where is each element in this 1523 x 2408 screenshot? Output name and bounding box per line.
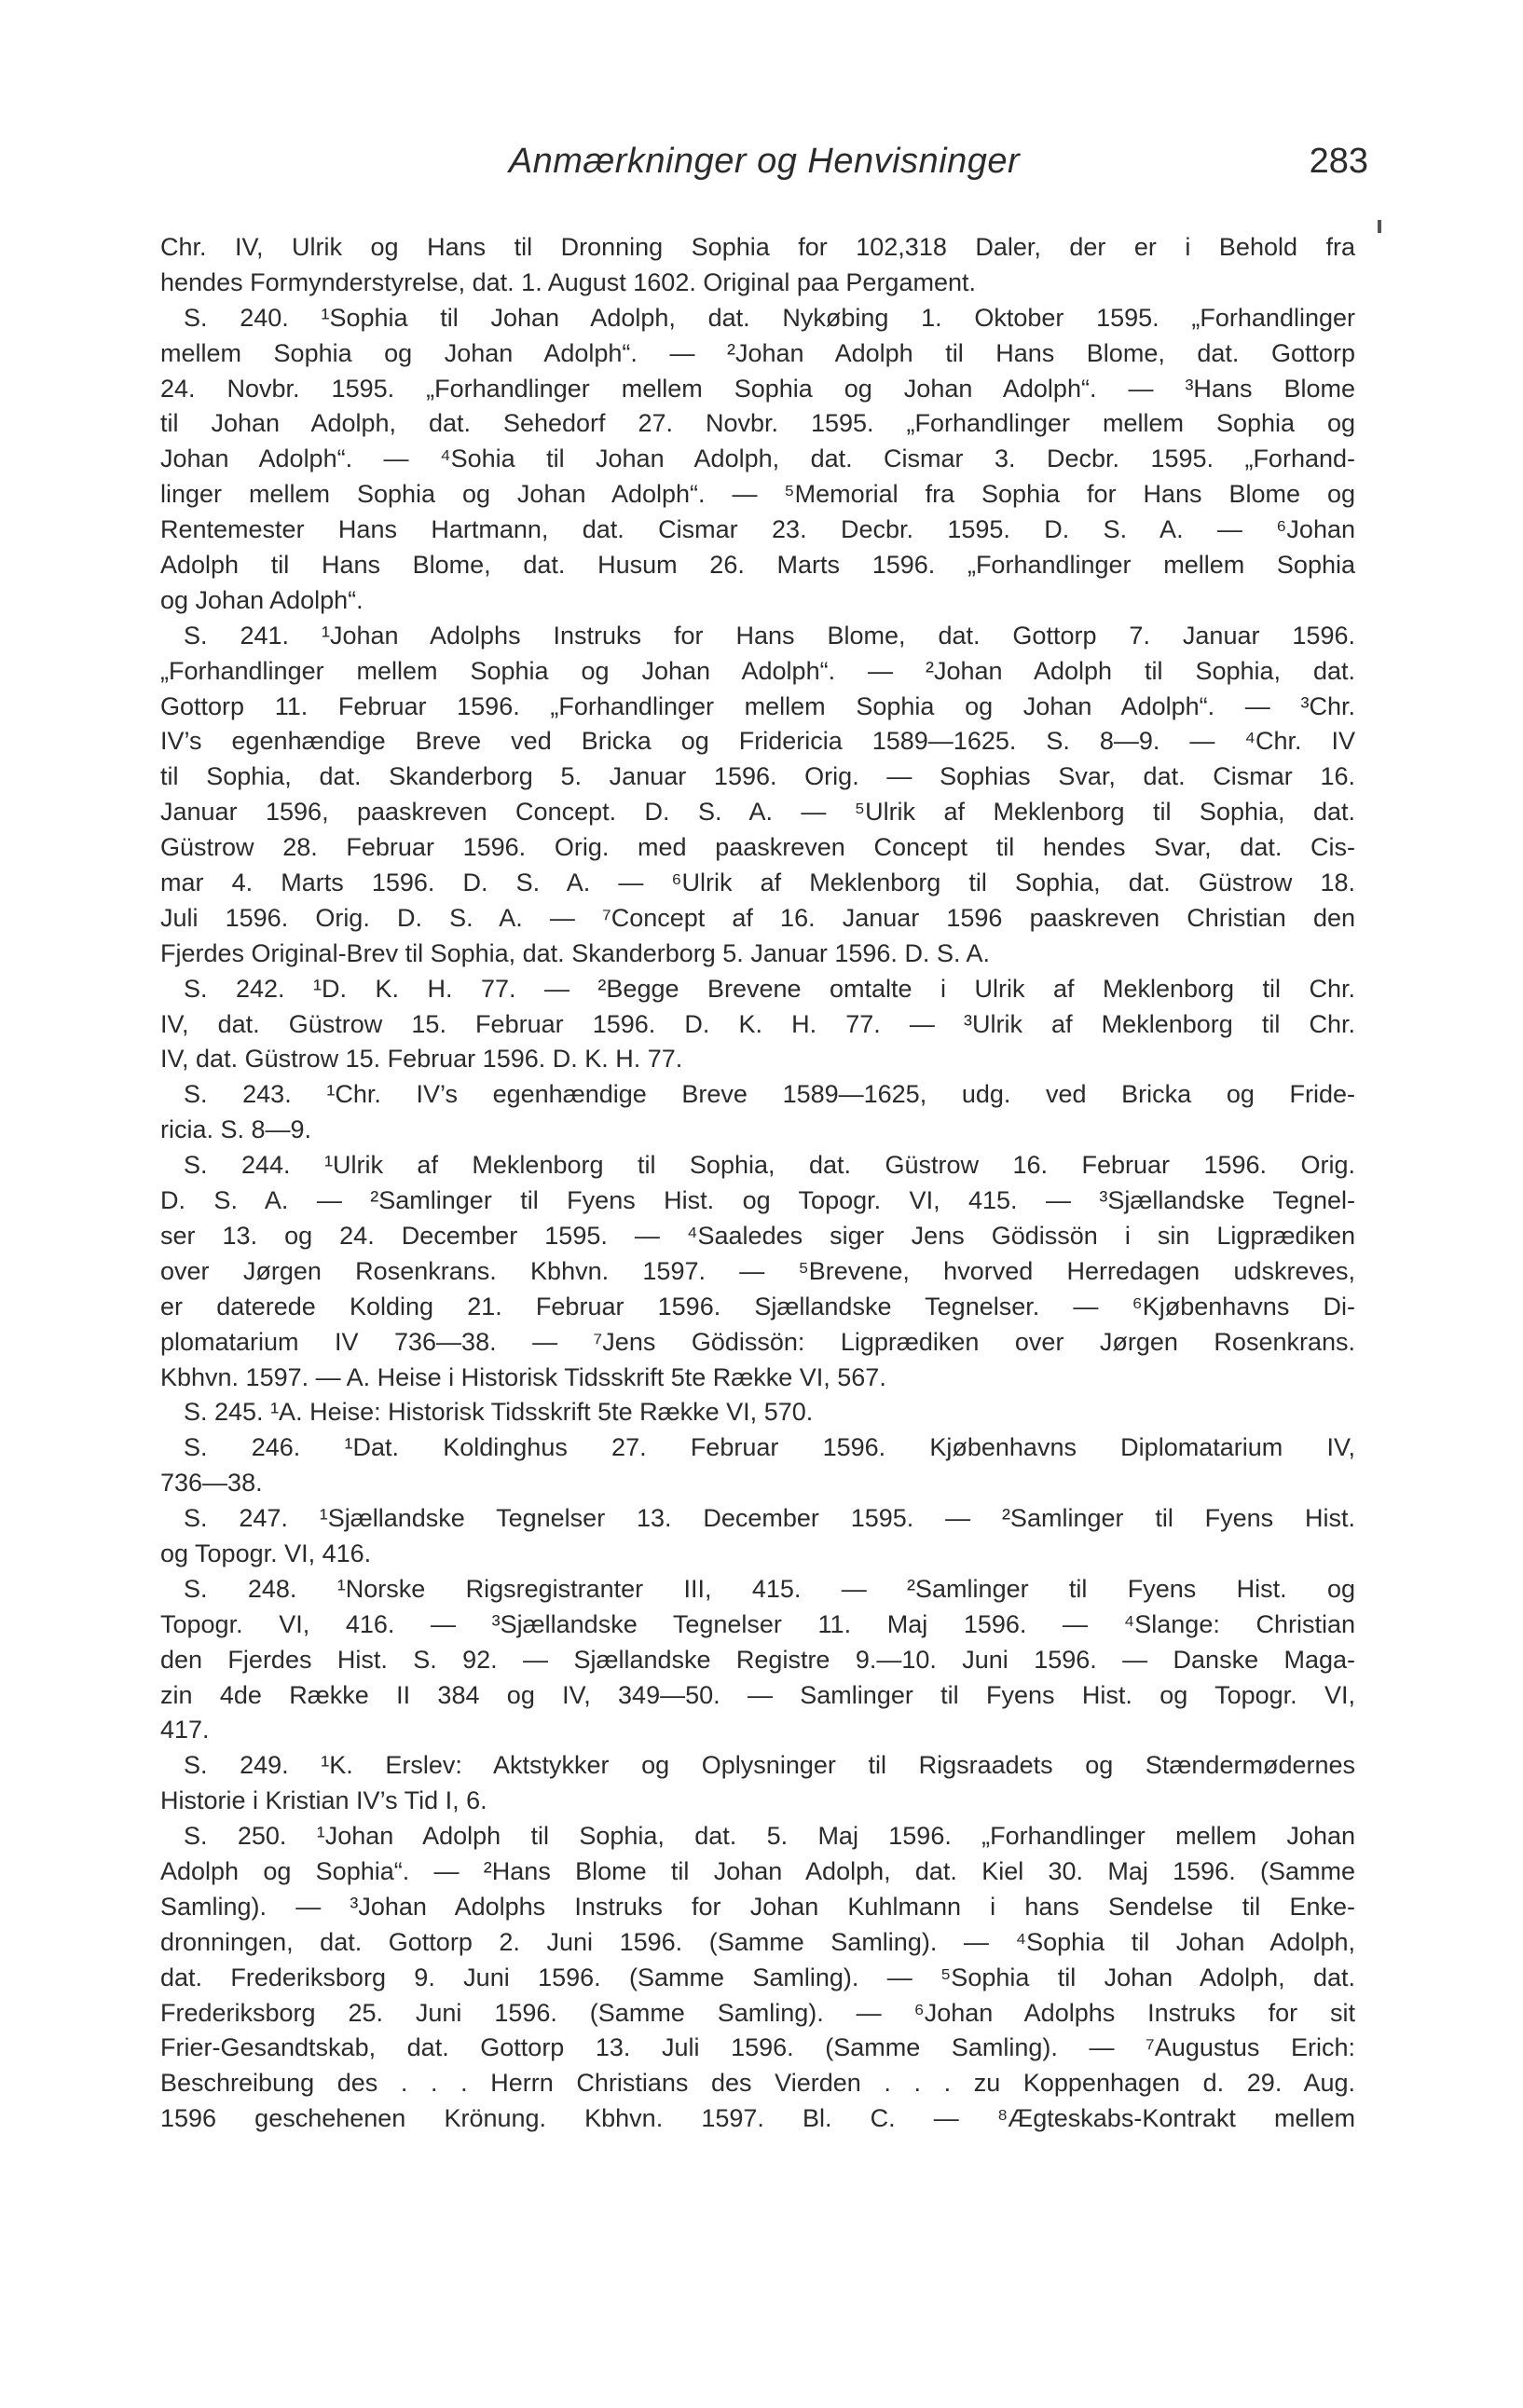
text-line: plomatarium IV 736—38. — ⁷Jens Gödissön: Ligprædiken over Jørgen Rosenkrans. bbox=[160, 1327, 1355, 1356]
text-line: dronningen, dat. Gottorp 2. Juni 1596. (Samme Samling). — ⁴Sophia til Johan Adolph, bbox=[160, 1927, 1355, 1956]
text-line: 1596 geschehenen Krönung. Kbhvn. 1597. Bl. C. — ⁸Ægteskabs-Kontrakt mellem bbox=[160, 2104, 1355, 2133]
text-line: IV, dat. Güstrow 15. Februar 1596. D. K. H. 77. — ³Ulrik af Meklenborg til Chr. bbox=[160, 1009, 1355, 1038]
text-line: S. 242. ¹D. K. H. 77. — ²Begge Brevene omtalte i Ulrik af Meklenborg til Chr. bbox=[184, 974, 1355, 1003]
text-line: 736—38. bbox=[160, 1469, 263, 1498]
running-head-title: Anmærkninger og Henvisninger bbox=[508, 142, 1021, 181]
text-line: Topogr. VI, 416. — ³Sjællandske Tegnelser 11. Maj 1596. — ⁴Slange: Christian bbox=[160, 1609, 1355, 1638]
text-line: Januar 1596, paaskreven Concept. D. S. A. — ⁵Ulrik af Meklenborg til Sophia, dat. bbox=[160, 798, 1355, 827]
text-line: S. 247. ¹Sjællandske Tegnelser 13. December 1595. — ²Samlinger til Fyens Hist. bbox=[184, 1504, 1355, 1533]
text-line: zin 4de Række II 384 og IV, 349—50. — Samlinger til Fyens Hist. og Topogr. VI, bbox=[160, 1680, 1355, 1709]
text-line: IV, dat. Güstrow 15. Februar 1596. D. K. H. 77. bbox=[160, 1045, 683, 1074]
text-line: Historie i Kristian IV’s Tid I, 6. bbox=[160, 1786, 487, 1815]
text-line: dat. Frederiksborg 9. Juni 1596. (Samme Samling). — ⁵Sophia til Johan Adolph, dat. bbox=[160, 1963, 1355, 1991]
text-line: S. 243. ¹Chr. IV’s egenhændige Breve 1589—1625, udg. ved Bricka og Fride- bbox=[184, 1080, 1355, 1109]
text-line: ricia. S. 8—9. bbox=[160, 1115, 312, 1144]
text-line: Adolph og Sophia“. — ²Hans Blome til Johan Adolph, dat. Kiel 30. Maj 1596. (Samme bbox=[160, 1856, 1355, 1885]
text-line: D. S. A. — ²Samlinger til Fyens Hist. og Topogr. VI, 415. — ³Sjællandske Tegnel- bbox=[160, 1186, 1355, 1215]
text-line: S. 250. ¹Johan Adolph til Sophia, dat. 5. Maj 1596. „Forhandlinger mellem Johan bbox=[184, 1822, 1355, 1851]
page-number: 283 bbox=[1309, 142, 1368, 181]
text-line: S. 248. ¹Norske Rigsregistranter III, 415. — ²Samlinger til Fyens Hist. og bbox=[184, 1574, 1355, 1603]
text-line: Juli 1596. Orig. D. S. A. — ⁷Concept af 16. Januar 1596 paaskreven Christian den bbox=[160, 903, 1355, 932]
text-line: Samling). — ³Johan Adolphs Instruks for Johan Kuhlmann i hans Sendelse til Enke- bbox=[160, 1892, 1355, 1921]
text-line: mar 4. Marts 1596. D. S. A. — ⁶Ulrik af Meklenborg til Sophia, dat. Güstrow 18. bbox=[160, 869, 1355, 897]
text-line: Chr. IV, Ulrik og Hans til Dronning Sophia for 102,318 Daler, der er i Behold fra bbox=[160, 233, 1355, 261]
text-line: S. 240. ¹Sophia til Johan Adolph, dat. Nykøbing 1. Oktober 1595. „Forhandlinger bbox=[184, 303, 1355, 332]
margin-mark bbox=[1378, 220, 1381, 233]
text-line: S. 241. ¹Johan Adolphs Instruks for Hans Blome, dat. Gottorp 7. Januar 1596. bbox=[184, 621, 1355, 650]
text-line: Rentemester Hans Hartmann, dat. Cismar 23. Decbr. 1595. D. S. A. — ⁶Johan bbox=[160, 515, 1355, 544]
text-line: hendes Formynderstyrelse, dat. 1. August 1602. Original paa Pergament. bbox=[160, 267, 976, 296]
text-line: Kbhvn. 1597. — A. Heise i Historisk Tidsskrift 5te Række VI, 567. bbox=[160, 1362, 886, 1391]
text-line: Adolph til Hans Blome, dat. Husum 26. Marts 1596. „Forhandlinger mellem Sophia bbox=[160, 551, 1355, 580]
text-line: S. 244. ¹Ulrik af Meklenborg til Sophia, dat. Güstrow 16. Februar 1596. Orig. bbox=[184, 1151, 1355, 1180]
text-line: og Topogr. VI, 416. bbox=[160, 1539, 372, 1567]
text-line: og Johan Adolph“. bbox=[160, 585, 364, 614]
text-line: S. 246. ¹Dat. Koldinghus 27. Februar 1596. Kjøbenhavns Diplomatarium IV, bbox=[184, 1433, 1355, 1462]
text-line: til Johan Adolph, dat. Sehedorf 27. Novbr. 1595. „Forhandlinger mellem Sophia og bbox=[160, 409, 1355, 438]
text-line: Frier-Gesandtskab, dat. Gottorp 13. Juli 1596. (Samme Samling). — ⁷Augustus Erich: bbox=[160, 2033, 1355, 2062]
text-line: ser 13. og 24. December 1595. — ⁴Saaledes siger Jens Gödissön i sin Ligprædiken bbox=[160, 1221, 1355, 1250]
page-header bbox=[160, 142, 1368, 190]
text-line: den Fjerdes Hist. S. 92. — Sjællandske Registre 9.—10. Juni 1596. — Danske Maga- bbox=[160, 1645, 1355, 1674]
notes-body bbox=[160, 230, 1355, 2137]
text-line: IV’s egenhændige Breve ved Bricka og Fridericia 1589—1625. S. 8—9. — ⁴Chr. IV bbox=[160, 727, 1355, 756]
text-line: „Forhandlinger mellem Sophia og Johan Adolph“. — ²Johan Adolph til Sophia, dat. bbox=[160, 656, 1355, 685]
text-line: Fjerdes Original-Brev til Sophia, dat. Skanderborg 5. Januar 1596. D. S. A. bbox=[160, 938, 990, 967]
text-line: linger mellem Sophia og Johan Adolph“. — ⁵Memorial fra Sophia for Hans Blome og bbox=[160, 480, 1355, 509]
text-line: S. 245. ¹A. Heise: Historisk Tidsskrift 5te Række VI, 570. bbox=[184, 1398, 814, 1427]
text-line: til Sophia, dat. Skanderborg 5. Januar 1596. Orig. — Sophias Svar, dat. Cismar 16. bbox=[160, 762, 1355, 791]
text-line: Beschreibung des . . . Herrn Christians des Vierden . . . zu Koppenhagen d. 29. Aug. bbox=[160, 2069, 1355, 2098]
text-line: 24. Novbr. 1595. „Forhandlinger mellem Sophia og Johan Adolph“. — ³Hans Blome bbox=[160, 374, 1355, 403]
text-line: Frederiksborg 25. Juni 1596. (Samme Samling). — ⁶Johan Adolphs Instruks for sit bbox=[160, 1998, 1355, 2027]
text-line: Gottorp 11. Februar 1596. „Forhandlinger mellem Sophia og Johan Adolph“. — ³Chr. bbox=[160, 691, 1355, 720]
text-line: er daterede Kolding 21. Februar 1596. Sjællandske Tegnelser. — ⁶Kjøbenhavns Di- bbox=[160, 1292, 1355, 1320]
text-line: Güstrow 28. Februar 1596. Orig. med paaskreven Concept til hendes Svar, dat. Cis- bbox=[160, 833, 1355, 862]
text-line: S. 249. ¹K. Erslev: Aktstykker og Oplysninger til Rigsraadets og Stændermødernes bbox=[184, 1751, 1355, 1780]
text-line: 417. bbox=[160, 1716, 210, 1744]
text-line: mellem Sophia og Johan Adolph“. — ²Johan Adolph til Hans Blome, dat. Gottorp bbox=[160, 338, 1355, 367]
text-line: over Jørgen Rosenkrans. Kbhvn. 1597. — ⁵Brevene, hvorved Herredagen udskreves, bbox=[160, 1256, 1355, 1285]
text-line: Johan Adolph“. — ⁴Sohia til Johan Adolph, dat. Cismar 3. Decbr. 1595. „Forhand- bbox=[160, 445, 1355, 473]
